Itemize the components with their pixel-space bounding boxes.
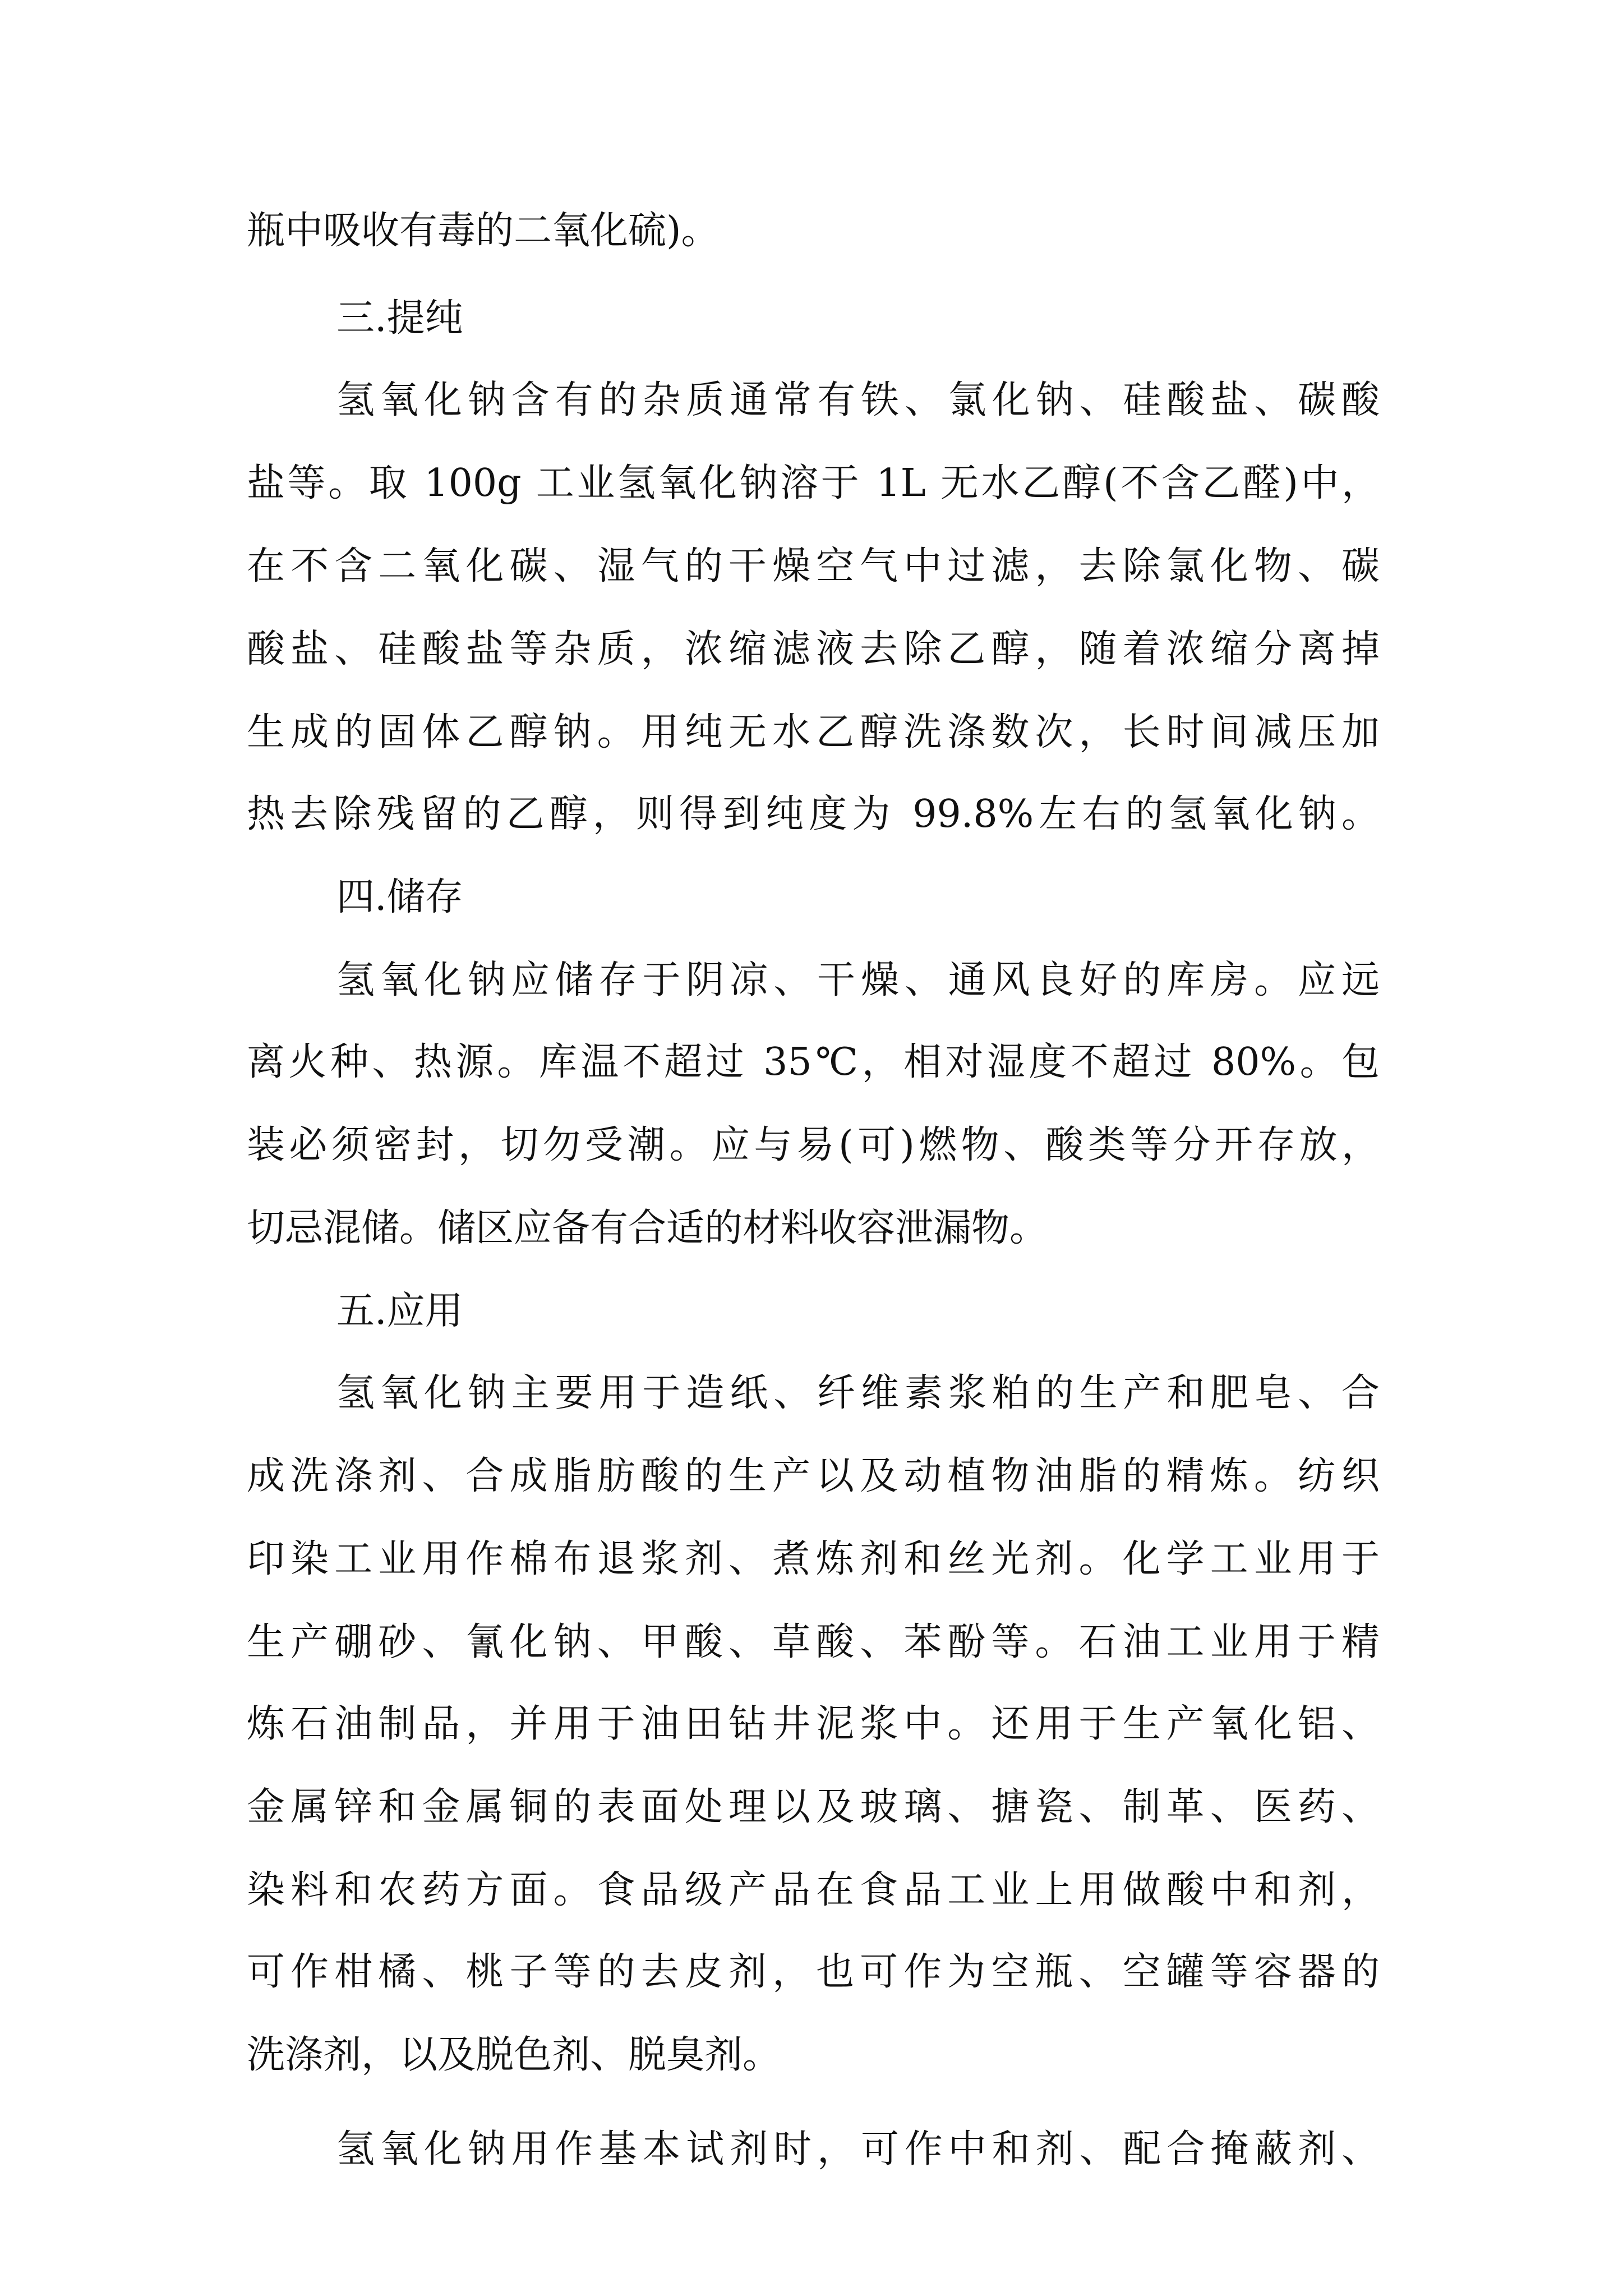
paragraph-line: 氢氧化钠用作基本试剂时，可作中和剂、配合掩蔽剂、 — [336, 2127, 1380, 2171]
paragraph-line: 离火种、热源。库温不超过 35℃，相对湿度不超过 80%。包 — [247, 1040, 1380, 1084]
paragraph-line: 氢氧化钠应储存于阴凉、干燥、通风良好的库房。应远 — [336, 958, 1380, 1002]
paragraph-line: 炼石油制品，并用于油田钻井泥浆中。还用于生产氧化铝、 — [247, 1702, 1380, 1746]
paragraph-line: 洗涤剂，以及脱色剂、脱臭剂。 — [247, 2033, 781, 2077]
paragraph-line: 在不含二氧化碳、湿气的干燥空气中过滤，去除氯化物、碳 — [247, 544, 1380, 588]
section-heading-storage: 四.储存 — [336, 875, 463, 919]
paragraph-line: 氢氧化钠主要用于造纸、纤维素浆粕的生产和肥皂、合 — [336, 1371, 1380, 1415]
paragraph-line: 生成的固体乙醇钠。用纯无水乙醇洗涤数次，长时间减压加 — [247, 710, 1380, 754]
paragraph-line: 装必须密封，切勿受潮。应与易(可)燃物、酸类等分开存放， — [247, 1123, 1380, 1167]
paragraph-line: 酸盐、硅酸盐等杂质，浓缩滤液去除乙醇，随着浓缩分离掉 — [247, 627, 1380, 671]
paragraph-line: 氢氧化钠含有的杂质通常有铁、氯化钠、硅酸盐、碳酸 — [336, 378, 1380, 422]
paragraph-line: 可作柑橘、桃子等的去皮剂，也可作为空瓶、空罐等容器的 — [247, 1950, 1380, 1994]
paragraph-line: 盐等。取 100g 工业氢氧化钠溶于 1L 无水乙醇(不含乙醛)中， — [247, 461, 1380, 505]
paragraph-line: 生产硼砂、氰化钠、甲酸、草酸、苯酚等。石油工业用于精 — [247, 1620, 1380, 1664]
paragraph-line: 切忌混储。储区应备有合适的材料收容泄漏物。 — [247, 1206, 1048, 1250]
paragraph-line: 瓶中吸收有毒的二氧化硫)。 — [247, 209, 720, 253]
paragraph-line: 热去除残留的乙醇，则得到纯度为 99.8%左右的氢氧化钠。 — [247, 792, 1380, 836]
section-heading-applications: 五.应用 — [336, 1289, 463, 1333]
paragraph-line: 印染工业用作棉布退浆剂、煮炼剂和丝光剂。化学工业用于 — [247, 1537, 1380, 1581]
section-heading-purification: 三.提纯 — [336, 296, 463, 341]
paragraph-line: 染料和农药方面。食品级产品在食品工业上用做酸中和剂， — [247, 1868, 1380, 1912]
paragraph-line: 金属锌和金属铜的表面处理以及玻璃、搪瓷、制革、医药、 — [247, 1785, 1380, 1829]
paragraph-line: 成洗涤剂、合成脂肪酸的生产以及动植物油脂的精炼。纺织 — [247, 1454, 1380, 1498]
